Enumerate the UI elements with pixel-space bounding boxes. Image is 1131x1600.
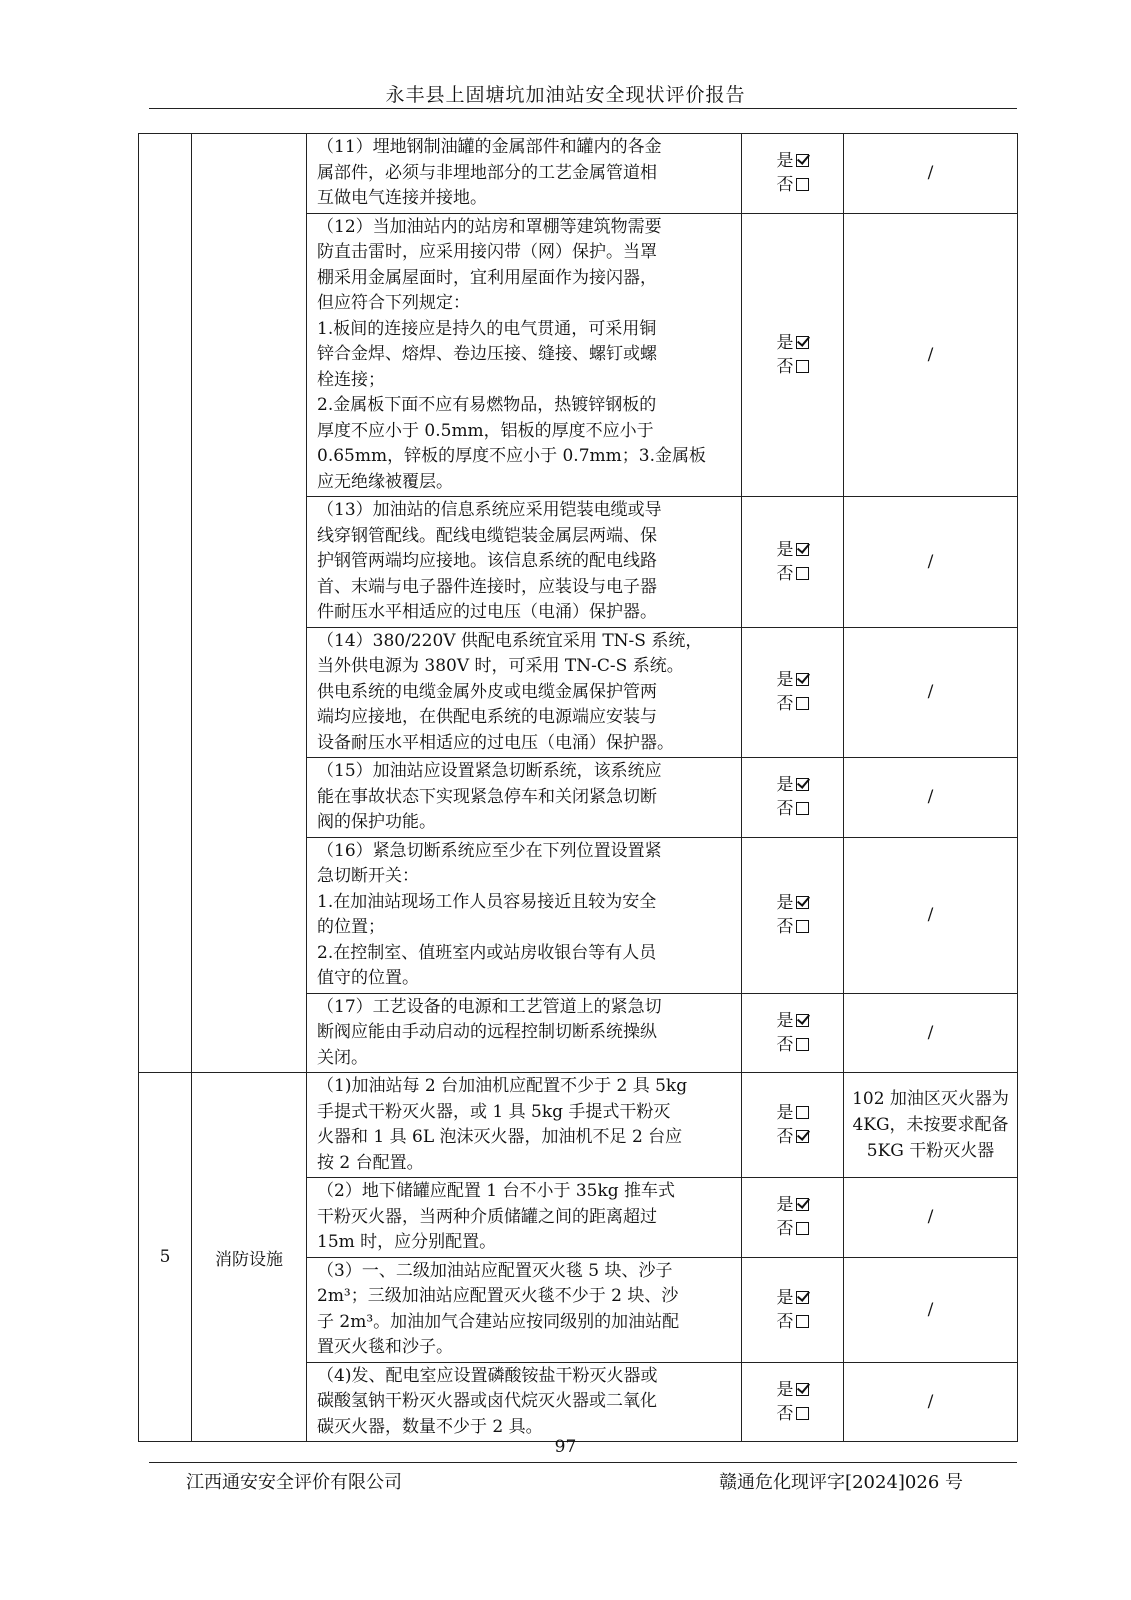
- result-no: [742, 1217, 843, 1241]
- footer-company: 江西通安安全评价有限公司: [186, 1472, 402, 1493]
- requirement-line: （12）当加油站内的站房和罩棚等建筑物需要: [317, 216, 662, 237]
- requirement-line: 碳灭火器，数量不少于 2 具。: [317, 1416, 543, 1437]
- result-yes: [742, 1193, 843, 1217]
- result-yes-label: 是: [776, 1103, 794, 1123]
- result-yes-label: 是: [776, 893, 794, 913]
- empty-box-icon: [796, 360, 809, 373]
- requirement-line: （14）380/220V 供配电系统宜采用 TN-S 系统，: [317, 630, 703, 651]
- checked-box-icon: [796, 336, 809, 349]
- result-cell: [742, 1178, 844, 1258]
- checked-box-icon: [796, 778, 809, 791]
- requirement-cell: [307, 213, 742, 497]
- requirement-line: （16）紧急切断系统应至少在下列位置设置紧: [317, 840, 662, 861]
- requirement-line: 锌合金焊、熔焊、卷边压接、缝接、螺钉或螺: [317, 344, 657, 364]
- result-yes-label: 是: [776, 1195, 794, 1216]
- empty-box-icon: [796, 567, 809, 580]
- empty-box-icon: [796, 920, 809, 933]
- requirement-line: 手提式干粉灭火器，或 1 具 5kg 手提式干粉灭: [317, 1101, 671, 1122]
- empty-box-icon: [796, 1407, 809, 1420]
- note-cell: /: [844, 213, 1018, 497]
- result-yes-label: 是: [776, 1287, 794, 1308]
- table-row: [139, 134, 1018, 214]
- section-name-cell: 消防设施: [192, 1073, 307, 1442]
- result-no-label: 否: [776, 1311, 794, 1332]
- checked-box-icon: [796, 154, 809, 167]
- result-yes: [742, 1378, 843, 1402]
- requirement-line: 供电系统的电缆金属外皮或电缆金属保护管两: [317, 681, 657, 702]
- result-yes-label: 是: [776, 775, 794, 796]
- result-no-label: 否: [776, 356, 794, 377]
- result-no-label: 否: [776, 799, 794, 820]
- result-no: [742, 797, 843, 821]
- requirement-line: 线穿钢管配线。配线电缆铠装金属层两端、保: [317, 525, 657, 546]
- empty-box-icon: [796, 697, 809, 710]
- note-cell: /: [844, 993, 1018, 1073]
- requirement-cell: [307, 837, 742, 993]
- requirement-line: （15）加油站应设置紧急切断系统，该系统应: [317, 761, 662, 781]
- result-no-label: 否: [776, 1034, 794, 1055]
- requirement-line: 断阀应能由手动启动的远程控制切断系统操纵: [317, 1022, 657, 1042]
- requirement-line: 应无绝缘被覆层。: [317, 471, 453, 492]
- page-number: 97: [554, 1437, 577, 1457]
- requirement-line: 置灭火毯和沙子。: [317, 1337, 453, 1357]
- requirement-line: （4)发、配电室应设置磷酸铵盐干粉灭火器或: [317, 1365, 658, 1386]
- requirement-line: 首、末端与电子器件连接时，应装设与电子器: [317, 576, 657, 597]
- requirement-line: 属部件，必须与非埋地部分的工艺金属管道相: [317, 162, 657, 183]
- requirement-line: 关闭。: [317, 1047, 368, 1068]
- note-cell: /: [844, 627, 1018, 758]
- checked-box-icon: [796, 1014, 809, 1027]
- note-cell: /: [844, 1178, 1018, 1258]
- requirement-line: 干粉灭火器，当两种介质储罐之间的距离超过: [317, 1206, 657, 1227]
- requirement-line: （2）地下储罐应配置 1 台不小于 35kg 推车式: [317, 1181, 676, 1201]
- result-cell: [742, 1362, 844, 1442]
- result-yes: [742, 891, 843, 915]
- empty-box-icon: [796, 1038, 809, 1051]
- requirement-line: 件耐压水平相适应的过电压（电涌）保护器。: [317, 602, 657, 622]
- requirement-cell: [307, 758, 742, 838]
- result-cell: [742, 627, 844, 758]
- result-no: [742, 1125, 843, 1149]
- result-yes: [742, 773, 843, 797]
- checked-box-icon: [796, 1198, 809, 1211]
- result-no: [742, 355, 843, 379]
- requirement-cell: [307, 1362, 742, 1442]
- requirement-line: 2m³；三级加油站应配置灭火毯不少于 2 块、沙: [317, 1286, 679, 1306]
- requirement-line: 2.金属板下面不应有易燃物品，热镀锌钢板的: [317, 395, 657, 415]
- result-yes-label: 是: [776, 1010, 794, 1031]
- requirement-line: 火器和 1 具 6L 泡沫灭火器，加油机不足 2 台应: [317, 1127, 683, 1147]
- requirement-line: 按 2 台配置。: [317, 1152, 424, 1173]
- result-no: [742, 562, 843, 586]
- result-cell: [742, 758, 844, 838]
- result-cell: [742, 1073, 844, 1178]
- result-no-label: 否: [776, 917, 794, 937]
- requirement-line: 0.65mm，锌板的厚度不应小于 0.7mm；3.金属板: [317, 446, 706, 466]
- result-yes: [742, 1286, 843, 1310]
- result-no-label: 否: [776, 175, 794, 196]
- requirement-cell: [307, 993, 742, 1073]
- requirement-line: 栓连接；: [317, 369, 385, 390]
- evaluation-table: [138, 133, 1018, 1442]
- note-cell: /: [844, 1257, 1018, 1362]
- result-yes-label: 是: [776, 332, 794, 353]
- result-no: [742, 1310, 843, 1334]
- page-header-title: 永丰县上固塘坑加油站安全现状评价报告: [385, 84, 746, 106]
- result-no: [742, 915, 843, 939]
- requirement-line: 但应符合下列规定：: [317, 293, 470, 313]
- empty-box-icon: [796, 1106, 809, 1119]
- result-yes: [742, 149, 843, 173]
- requirement-line: 1.在加油站现场工作人员容易接近且较为安全: [317, 891, 657, 912]
- section-number-cell: 5: [139, 1073, 192, 1442]
- requirement-line: 端均应接地，在供配电系统的电源端应安装与: [317, 707, 657, 727]
- requirement-line: 值守的位置。: [317, 968, 419, 988]
- note-cell: /: [844, 497, 1018, 628]
- note-cell: 102 加油区灭火器为 4KG，未按要求配备 5KG 干粉灭火器: [844, 1073, 1018, 1178]
- checked-box-icon: [796, 673, 809, 686]
- requirement-cell: [307, 134, 742, 214]
- checked-box-icon: [796, 543, 809, 556]
- note-cell: /: [844, 837, 1018, 993]
- result-no: [742, 692, 843, 716]
- requirement-line: （3）一、二级加油站应配置灭火毯 5 块、沙子: [317, 1260, 673, 1281]
- requirement-cell: [307, 1073, 742, 1178]
- section-name-cell: [192, 134, 307, 1073]
- result-yes-label: 是: [776, 670, 794, 691]
- result-no: [742, 1402, 843, 1426]
- result-yes: [742, 668, 843, 692]
- table-row: [139, 1073, 1018, 1178]
- result-yes-label: 是: [776, 151, 794, 172]
- result-cell: [742, 497, 844, 628]
- empty-box-icon: [796, 1222, 809, 1235]
- result-no: [742, 173, 843, 197]
- requirement-line: 棚采用金属屋面时，宜利用屋面作为接闪器，: [317, 267, 657, 288]
- footer-divider: [149, 1462, 1017, 1463]
- checked-box-icon: [796, 1291, 809, 1304]
- result-cell: [742, 837, 844, 993]
- result-yes-label: 是: [776, 539, 794, 560]
- header-divider: [149, 108, 1017, 109]
- requirement-line: 1.板间的连接应是持久的电气贯通，可采用铜: [317, 318, 657, 339]
- empty-box-icon: [796, 802, 809, 815]
- requirement-line: 互做电气连接并接地。: [317, 188, 487, 208]
- result-yes: [742, 1009, 843, 1033]
- result-cell: [742, 134, 844, 214]
- result-no-label: 否: [776, 563, 794, 584]
- requirement-cell: [307, 1257, 742, 1362]
- requirement-line: （11）埋地钢制油罐的金属部件和罐内的各金: [317, 137, 662, 157]
- result-yes-label: 是: [776, 1379, 794, 1400]
- result-no-label: 否: [776, 1403, 794, 1424]
- requirement-cell: [307, 497, 742, 628]
- result-cell: [742, 993, 844, 1073]
- requirement-line: 2.在控制室、值班室内或站房收银台等有人员: [317, 942, 657, 963]
- result-no-label: 否: [776, 1219, 794, 1240]
- result-yes: [742, 331, 843, 355]
- requirement-line: （13）加油站的信息系统应采用铠装电缆或导: [317, 500, 662, 520]
- section-number-cell: [139, 134, 192, 1073]
- result-no: [742, 1033, 843, 1057]
- requirement-cell: [307, 1178, 742, 1258]
- result-yes: [742, 538, 843, 562]
- note-cell: /: [844, 1362, 1018, 1442]
- footer-doc-number: 赣通危化现评字[2024]026 号: [719, 1472, 963, 1493]
- requirement-line: 阀的保护功能。: [317, 812, 436, 832]
- result-cell: [742, 1257, 844, 1362]
- empty-box-icon: [796, 178, 809, 191]
- result-no-label: 否: [776, 694, 794, 715]
- requirement-line: 能在事故状态下实现紧急停车和关闭紧急切断: [317, 786, 657, 807]
- requirement-line: 15m 时，应分别配置。: [317, 1232, 497, 1252]
- checked-box-icon: [796, 1130, 809, 1143]
- requirement-line: 急切断开关：: [317, 866, 419, 886]
- result-no-label: 否: [776, 1127, 794, 1147]
- note-cell: /: [844, 134, 1018, 214]
- checked-box-icon: [796, 1383, 809, 1396]
- requirement-line: 防直击雷时，应采用接闪带（网）保护。当罩: [317, 242, 657, 262]
- checked-box-icon: [796, 896, 809, 909]
- result-yes: [742, 1101, 843, 1125]
- requirement-line: 碳酸氢钠干粉灭火器或卤代烷灭火器或二氧化: [317, 1391, 657, 1411]
- requirement-line: 子 2m³。加油加气合建站应按同级别的加油站配: [317, 1311, 680, 1332]
- requirement-line: 厚度不应小于 0.5mm，铝板的厚度不应小于: [317, 420, 654, 441]
- note-cell: /: [844, 758, 1018, 838]
- requirement-line: 当外供电源为 380V 时，可采用 TN-C-S 系统。: [317, 656, 684, 676]
- requirement-line: 的位置；: [317, 917, 385, 937]
- result-cell: [742, 213, 844, 497]
- requirement-cell: [307, 627, 742, 758]
- requirement-line: （1)加油站每 2 台加油机应配置不少于 2 具 5kg: [317, 1076, 688, 1096]
- empty-box-icon: [796, 1315, 809, 1328]
- requirement-line: 护钢管两端均应接地。该信息系统的配电线路: [317, 551, 657, 571]
- evaluation-table-body: [139, 134, 1018, 1442]
- requirement-line: 设备耐压水平相适应的过电压（电涌）保护器。: [317, 732, 674, 753]
- requirement-line: （17）工艺设备的电源和工艺管道上的紧急切: [317, 996, 662, 1017]
